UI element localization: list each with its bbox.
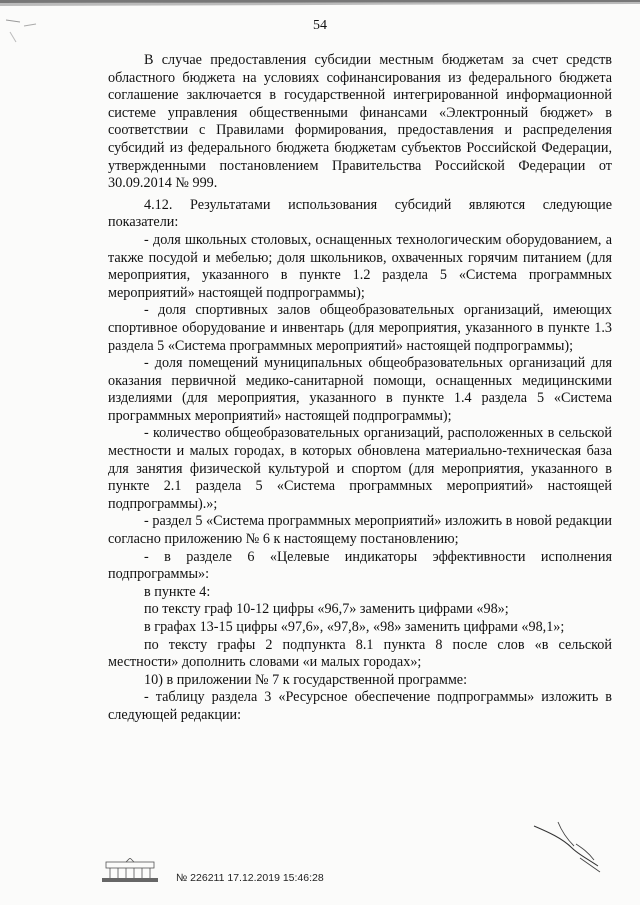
scan-edge-shadow xyxy=(0,0,640,14)
list-item: - в разделе 6 «Целевые индикаторы эффективности исполнения подпрограммы»: xyxy=(108,548,612,583)
document-body xyxy=(108,52,612,725)
document-registration-code: № 226211 17.12.2019 15:46:28 xyxy=(176,872,324,884)
list-item: - доля школьных столовых, оснащенных технологическим оборудованием, а также посудой и мебелью; доля школьников, охваченных горячим питанием (для мероприятия, указанного в пункте 1.2 раздела 5 «Система программных мероприятий» настоящей подпрограммы); xyxy=(108,231,612,301)
list-item: - раздел 5 «Система программных мероприятий» изложить в новой редакции согласно приложению № 6 к настоящему постановлению; xyxy=(108,513,612,548)
paragraph: в графах 13-15 цифры «97,6», «97,8», «98» заменить цифрами «98,1»; xyxy=(144,619,565,635)
paragraph: по тексту граф 10-12 цифры «96,7» заменить цифрами «98»; xyxy=(144,601,509,618)
document-footer xyxy=(100,858,540,898)
paragraph: в пункте 4: xyxy=(144,583,211,600)
paragraph: 4.12. Результатами использования субсидий являются следующие показатели: xyxy=(108,196,612,231)
page-number: 54 xyxy=(313,18,327,33)
list-item: - таблицу раздела 3 «Ресурсное обеспечение подпрограммы» изложить в следующей редакции: xyxy=(108,689,612,723)
paragraph: В случае предоставления субсидии местным бюджетам за счет средств областного бюджета на условиях софинансирования из федерального бюджета соглашение заключается в государственной интегрированной информационной системе управления общественными финансами «Электронный бюджет» в соответствии с Правилами формирования, предоставления и распределения субсидий из федерального бюджета бюджетам субъектов Российской Федерации, утвержденными постановлением Правительства Российской Федерации от 30.09.2014 № 999. xyxy=(108,52,612,192)
paragraph: 10) в приложении № 7 к государственной программе: xyxy=(144,671,468,688)
paragraph: по тексту графы 2 подпункта 8.1 пункта 8 после слов «в сельской местности» дополнить словами «и малых городах»; xyxy=(108,636,612,671)
list-item: - доля помещений муниципальных общеобразовательных организаций для оказания первичной медико-санитарной помощи, оснащенных медицинскими изделиями (для мероприятия, указанного в пункте 1.4 раздела 5 «Система программных мероприятий» настоящей подпрограммы); xyxy=(108,355,612,424)
government-building-logo-icon xyxy=(100,858,160,884)
list-item: - количество общеобразовательных организаций, расположенных в сельской местности и малых городах, в которых обновлена материально-техническая база для занятия физической культурой и спортом (для мероприятия, указанного в пункте 2.1 раздела 5 «Система программных мероприятий» настоящей подпрограммы).»; xyxy=(108,425,612,512)
signature-icon xyxy=(528,818,608,878)
list-item: - доля спортивных залов общеобразовательных организаций, имеющих спортивное оборудование и инвентарь (для мероприятия, указанного в пункте 1.3 раздела 5 «Система программных мероприятий» настоящей подпрограммы); xyxy=(108,302,612,354)
